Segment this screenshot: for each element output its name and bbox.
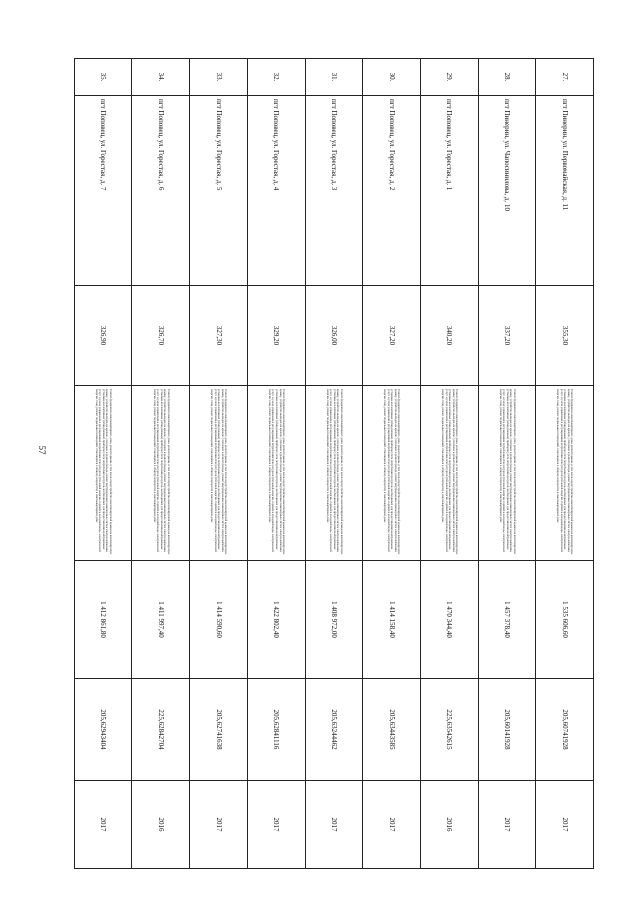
row-works: Ремонт фундамента многоквартирного дома, ремонт крыши, в том числе переустройство невентилируемой крыши на вентилируемую крышу, устройство выходов на кровлю, утепление и ремонт фасада, ремонт внутридомовых инженерных систем электроснабжения, установка коллективных (общедомовых) приборов учета потребления ресурсов, необходимых для предоставления коммунальных услуг, и узлов управления и регулирования потребления этих ресурсов (тепловой энергии, горячей и холодной воды, электрической энергии, газа), ремонт подвальных помещений, относящихся к общему имуществу в многоквартирном доме	[132, 386, 190, 561]
table-row	[305, 59, 363, 869]
row-number: 30.	[363, 59, 421, 96]
housing-repair-table	[74, 58, 594, 869]
row-area: 327,20	[363, 286, 421, 386]
row-cost: 1 414 158,40	[363, 561, 421, 679]
row-cost: 1 411 997,40	[132, 561, 190, 679]
row-unit-price: 225,63542615	[420, 679, 478, 781]
row-works: Ремонт фундамента многоквартирного дома, ремонт крыши, в том числе переустройство невентилируемой крыши на вентилируемую крышу, устройство выходов на кровлю, утепление и ремонт фасада, ремонт внутридомовых инженерных систем электроснабжения, установка коллективных (общедомовых) приборов учета потребления ресурсов, необходимых для предоставления коммунальных услуг, и узлов управления и регулирования потребления этих ресурсов (тепловой энергии, горячей и холодной воды, электрической энергии, газа), ремонт подвальных помещений, относящихся к общему имуществу в многоквартирном доме	[247, 386, 305, 561]
table-row	[190, 59, 248, 869]
row-area: 329,20	[247, 286, 305, 386]
row-number: 28.	[478, 59, 536, 96]
row-cost: 1 422 802,40	[247, 561, 305, 679]
row-address: пгт Поповец, ул. Горестая, д. 1	[420, 96, 478, 286]
row-year: 2016	[420, 781, 478, 869]
table-row	[420, 59, 478, 869]
row-number: 29.	[420, 59, 478, 96]
row-cost: 1 535 606,60	[536, 561, 594, 679]
row-works: Ремонт фундамента многоквартирного дома, ремонт крыши, в том числе переустройство невентилируемой крыши на вентилируемую крышу, устройство выходов на кровлю, утепление и ремонт фасада, ремонт внутридомовых инженерных систем электроснабжения, установка коллективных (общедомовых) приборов учета потребления ресурсов, необходимых для предоставления коммунальных услуг, и узлов управления и регулирования потребления этих ресурсов (тепловой энергии, горячей и холодной воды, электрической энергии, газа), ремонт подвальных помещений, относящихся к общему имуществу в многоквартирном доме	[478, 386, 536, 561]
row-number: 33.	[190, 59, 248, 96]
row-address: пгт Поповец, ул. Горестая, д. 3	[305, 96, 363, 286]
row-unit-price: 205,63443585	[363, 679, 421, 781]
row-cost: 1 470 344,40	[420, 561, 478, 679]
row-cost: 1 457 378,40	[478, 561, 536, 679]
row-unit-price: 205,63244462	[305, 679, 363, 781]
row-year: 2016	[132, 781, 190, 869]
row-address: пгт Поповец, ул. Горестая, д. 6	[132, 96, 190, 286]
row-unit-price: 205,60141928	[478, 679, 536, 781]
row-cost: 1 414 590,60	[190, 561, 248, 679]
row-unit-price: 205,62943404	[74, 679, 132, 781]
row-cost: 1 408 972,00	[305, 561, 363, 679]
row-year: 2017	[363, 781, 421, 869]
table-row	[74, 59, 132, 869]
row-unit-price: 205,60741928	[536, 679, 594, 781]
row-works: Ремонт фундамента многоквартирного дома, ремонт крыши, в том числе переустройство невентилируемой крыши на вентилируемую крышу, устройство выходов на кровлю, утепление и ремонт фасада, ремонт внутридомовых инженерных систем электроснабжения, установка коллективных (общедомовых) приборов учета потребления ресурсов, необходимых для предоставления коммунальных услуг, и узлов управления и регулирования потребления этих ресурсов (тепловой энергии, горячей и холодной воды, электрической энергии, газа), ремонт подвальных помещений, относящихся к общему имуществу в многоквартирном доме	[420, 386, 478, 561]
row-unit-price: 225,62842704	[132, 679, 190, 781]
row-address: пгт Поповец, ул. Горестая, д. 4	[247, 96, 305, 286]
row-area: 337,20	[478, 286, 536, 386]
row-year: 2017	[247, 781, 305, 869]
table-row	[132, 59, 190, 869]
row-area: 327,30	[190, 286, 248, 386]
row-works: Ремонт фундамента многоквартирного дома, ремонт крыши, в том числе переустройство невентилируемой крыши на вентилируемую крышу, устройство выходов на кровлю, утепление и ремонт фасада, ремонт внутридомовых инженерных систем электроснабжения, установка коллективных (общедомовых) приборов учета потребления ресурсов, необходимых для предоставления коммунальных услуг, и узлов управления и регулирования потребления этих ресурсов (тепловой энергии, горячей и холодной воды, электрической энергии, газа), ремонт подвальных помещений, относящихся к общему имуществу в многоквартирном доме	[536, 386, 594, 561]
row-works: Ремонт фундамента многоквартирного дома, ремонт крыши, в том числе переустройство невентилируемой крыши на вентилируемую крышу, устройство выходов на кровлю, утепление и ремонт фасада, ремонт внутридомовых инженерных систем электроснабжения, установка коллективных (общедомовых) приборов учета потребления ресурсов, необходимых для предоставления коммунальных услуг, и узлов управления и регулирования потребления этих ресурсов (тепловой энергии, горячей и холодной воды, электрической энергии, газа), ремонт подвальных помещений, относящихся к общему имуществу в многоквартирном доме	[74, 386, 132, 561]
row-year: 2017	[305, 781, 363, 869]
row-cost: 1 412 861,80	[74, 561, 132, 679]
row-number: 35.	[74, 59, 132, 96]
row-area: 340,20	[420, 286, 478, 386]
row-address: пгт Поповец, ул. Горестая, д. 7	[74, 96, 132, 286]
row-works: Ремонт фундамента многоквартирного дома, ремонт крыши, в том числе переустройство невентилируемой крыши на вентилируемую крышу, устройство выходов на кровлю, утепление и ремонт фасада, ремонт внутридомовых инженерных систем электроснабжения, установка коллективных (общедомовых) приборов учета потребления ресурсов, необходимых для предоставления коммунальных услуг, и узлов управления и регулирования потребления этих ресурсов (тепловой энергии, горячей и холодной воды, электрической энергии, газа), ремонт подвальных помещений, относящихся к общему имуществу в многоквартирном доме	[363, 386, 421, 561]
table-row	[536, 59, 594, 869]
row-address: пгт Пинерин, ул. Первомайская, д. 11	[536, 96, 594, 286]
table-row	[363, 59, 421, 869]
row-unit-price: 205,62841116	[247, 679, 305, 781]
row-year: 2017	[478, 781, 536, 869]
row-year: 2017	[536, 781, 594, 869]
page-number: 57	[37, 445, 47, 455]
row-year: 2017	[74, 781, 132, 869]
row-area: 355,30	[536, 286, 594, 386]
row-number: 34.	[132, 59, 190, 96]
row-area: 326,00	[305, 286, 363, 386]
row-number: 32.	[247, 59, 305, 96]
row-year: 2017	[190, 781, 248, 869]
row-address: пгт Поповец, ул. Горестая, д. 2	[363, 96, 421, 286]
housing-table-wrapper	[74, 58, 594, 868]
row-number: 27.	[536, 59, 594, 96]
row-unit-price: 205,62741638	[190, 679, 248, 781]
table-row	[478, 59, 536, 869]
row-number: 31.	[305, 59, 363, 96]
row-area: 326,90	[74, 286, 132, 386]
row-works: Ремонт фундамента многоквартирного дома, ремонт крыши, в том числе переустройство невентилируемой крыши на вентилируемую крышу, устройство выходов на кровлю, утепление и ремонт фасада, ремонт внутридомовых инженерных систем электроснабжения, установка коллективных (общедомовых) приборов учета потребления ресурсов, необходимых для предоставления коммунальных услуг, и узлов управления и регулирования потребления этих ресурсов (тепловой энергии, горячей и холодной воды, электрической энергии, газа), ремонт подвальных помещений, относящихся к общему имуществу в многоквартирном доме	[305, 386, 363, 561]
table-row	[247, 59, 305, 869]
row-address: пгт Пинерин, ул. Чапосинилова, д. 10	[478, 96, 536, 286]
row-area: 326,70	[132, 286, 190, 386]
row-address: пгт Поповец, ул. Горестая, д. 5	[190, 96, 248, 286]
row-works: Ремонт фундамента многоквартирного дома, ремонт крыши, в том числе переустройство невентилируемой крыши на вентилируемую крышу, устройство выходов на кровлю, утепление и ремонт фасада, ремонт внутридомовых инженерных систем электроснабжения, установка коллективных (общедомовых) приборов учета потребления ресурсов, необходимых для предоставления коммунальных услуг, и узлов управления и регулирования потребления этих ресурсов (тепловой энергии, горячей и холодной воды, электрической энергии, газа), ремонт подвальных помещений, относящихся к общему имуществу в многоквартирном доме	[190, 386, 248, 561]
